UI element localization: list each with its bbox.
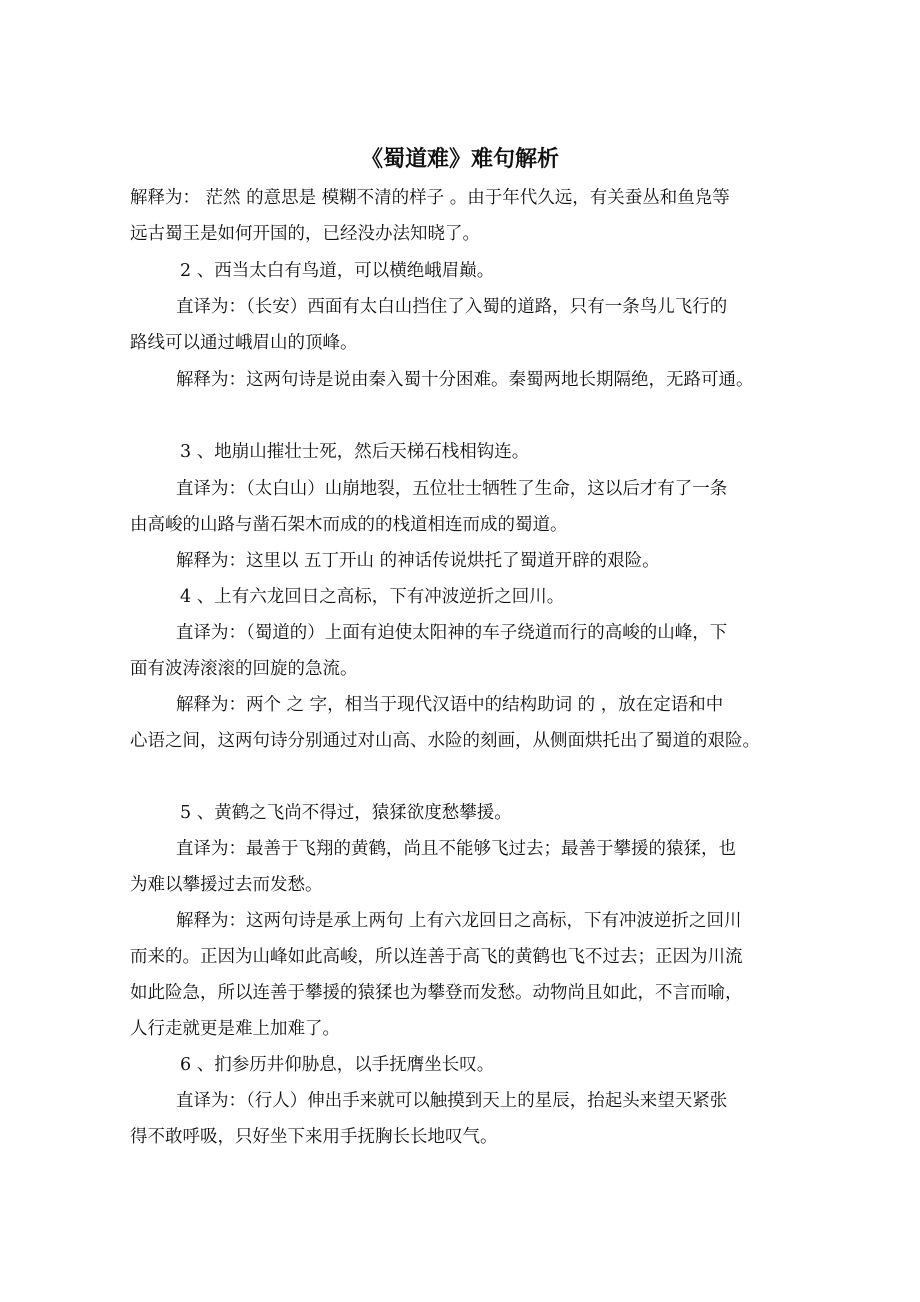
text-line: 解释为： 茫然 的意思是 模糊不清的样子 。由于年代久远，有关蚕丛和鱼凫等	[130, 188, 730, 208]
text-line: 解释为：这两句诗是承上两句 上有六龙回日之高标，下有冲波逆折之回川	[176, 911, 742, 931]
sentence-heading: 5 、黄鹤之飞尚不得过，猿猱欲度愁攀援。	[180, 803, 512, 823]
text-line: 而来的。正因为山峰如此高峻，所以连善于高飞的黄鹤也飞不过去；正因为川流	[130, 947, 743, 967]
text-line: 直译为：（长安）西面有太白山挡住了入蜀的道路，只有一条鸟儿飞行的	[176, 297, 728, 317]
text-line: 得不敢呼吸，只好坐下来用手抚胸长长地叹气。	[130, 1127, 498, 1147]
text-line: 由高峻的山路与凿石架木而成的的栈道相连而成的蜀道。	[130, 515, 568, 535]
text-line: 解释为：两个 之 字，相当于现代汉语中的结构助词 的 ，放在定语和中	[176, 695, 724, 715]
document-title: 《蜀道难》难句解析	[360, 147, 559, 172]
text-line: 为难以攀援过去而发愁。	[130, 875, 323, 895]
sentence-heading: 6 、扪参历井仰胁息，以手抚膺坐长叹。	[180, 1055, 495, 1075]
sentence-heading: 2 、西当太白有鸟道，可以横绝峨眉巅。	[180, 261, 495, 281]
text-line: 直译为：（蜀道的）上面有迫使太阳神的车子绕道而行的高峻的山峰，下	[176, 623, 728, 643]
text-line: 远古蜀王是如何开国的，已经没办法知晓了。	[130, 224, 480, 244]
text-line: 心语之间，这两句诗分别通过对山高、水险的刻画，从侧面烘托出了蜀道的艰险。	[130, 731, 760, 751]
text-line: 直译为：（太白山）山崩地裂，五位壮士牺牲了生命，这以后才有了一条	[176, 479, 728, 499]
text-line: 面有波涛滚滚的回旋的急流。	[130, 659, 358, 679]
text-line: 路线可以通过峨眉山的顶峰。	[130, 333, 358, 353]
text-line: 人行走就更是难上加难了。	[130, 1019, 340, 1039]
text-line: 如此险急，所以连善于攀援的猿猱也为攀登而发愁。动物尚且如此，不言而喻，	[130, 983, 743, 1003]
text-line: 直译为：最善于飞翔的黄鹤，尚且不能够飞过去；最善于攀援的猿猱，也	[176, 839, 736, 859]
text-line: 解释为：这两句诗是说由秦入蜀十分困难。秦蜀两地长期隔绝，无路可通。	[176, 370, 754, 390]
text-line: 直译为：（行人）伸出手来就可以触摸到天上的星辰，抬起头来望天紧张	[176, 1091, 728, 1111]
sentence-heading: 4 、上有六龙回日之高标，下有冲波逆折之回川。	[180, 587, 565, 607]
sentence-heading: 3 、地崩山摧壮士死，然后天梯石栈相钩连。	[180, 442, 530, 462]
text-line: 解释为：这里以 五丁开山 的神话传说烘托了蜀道开辟的艰险。	[176, 551, 660, 571]
